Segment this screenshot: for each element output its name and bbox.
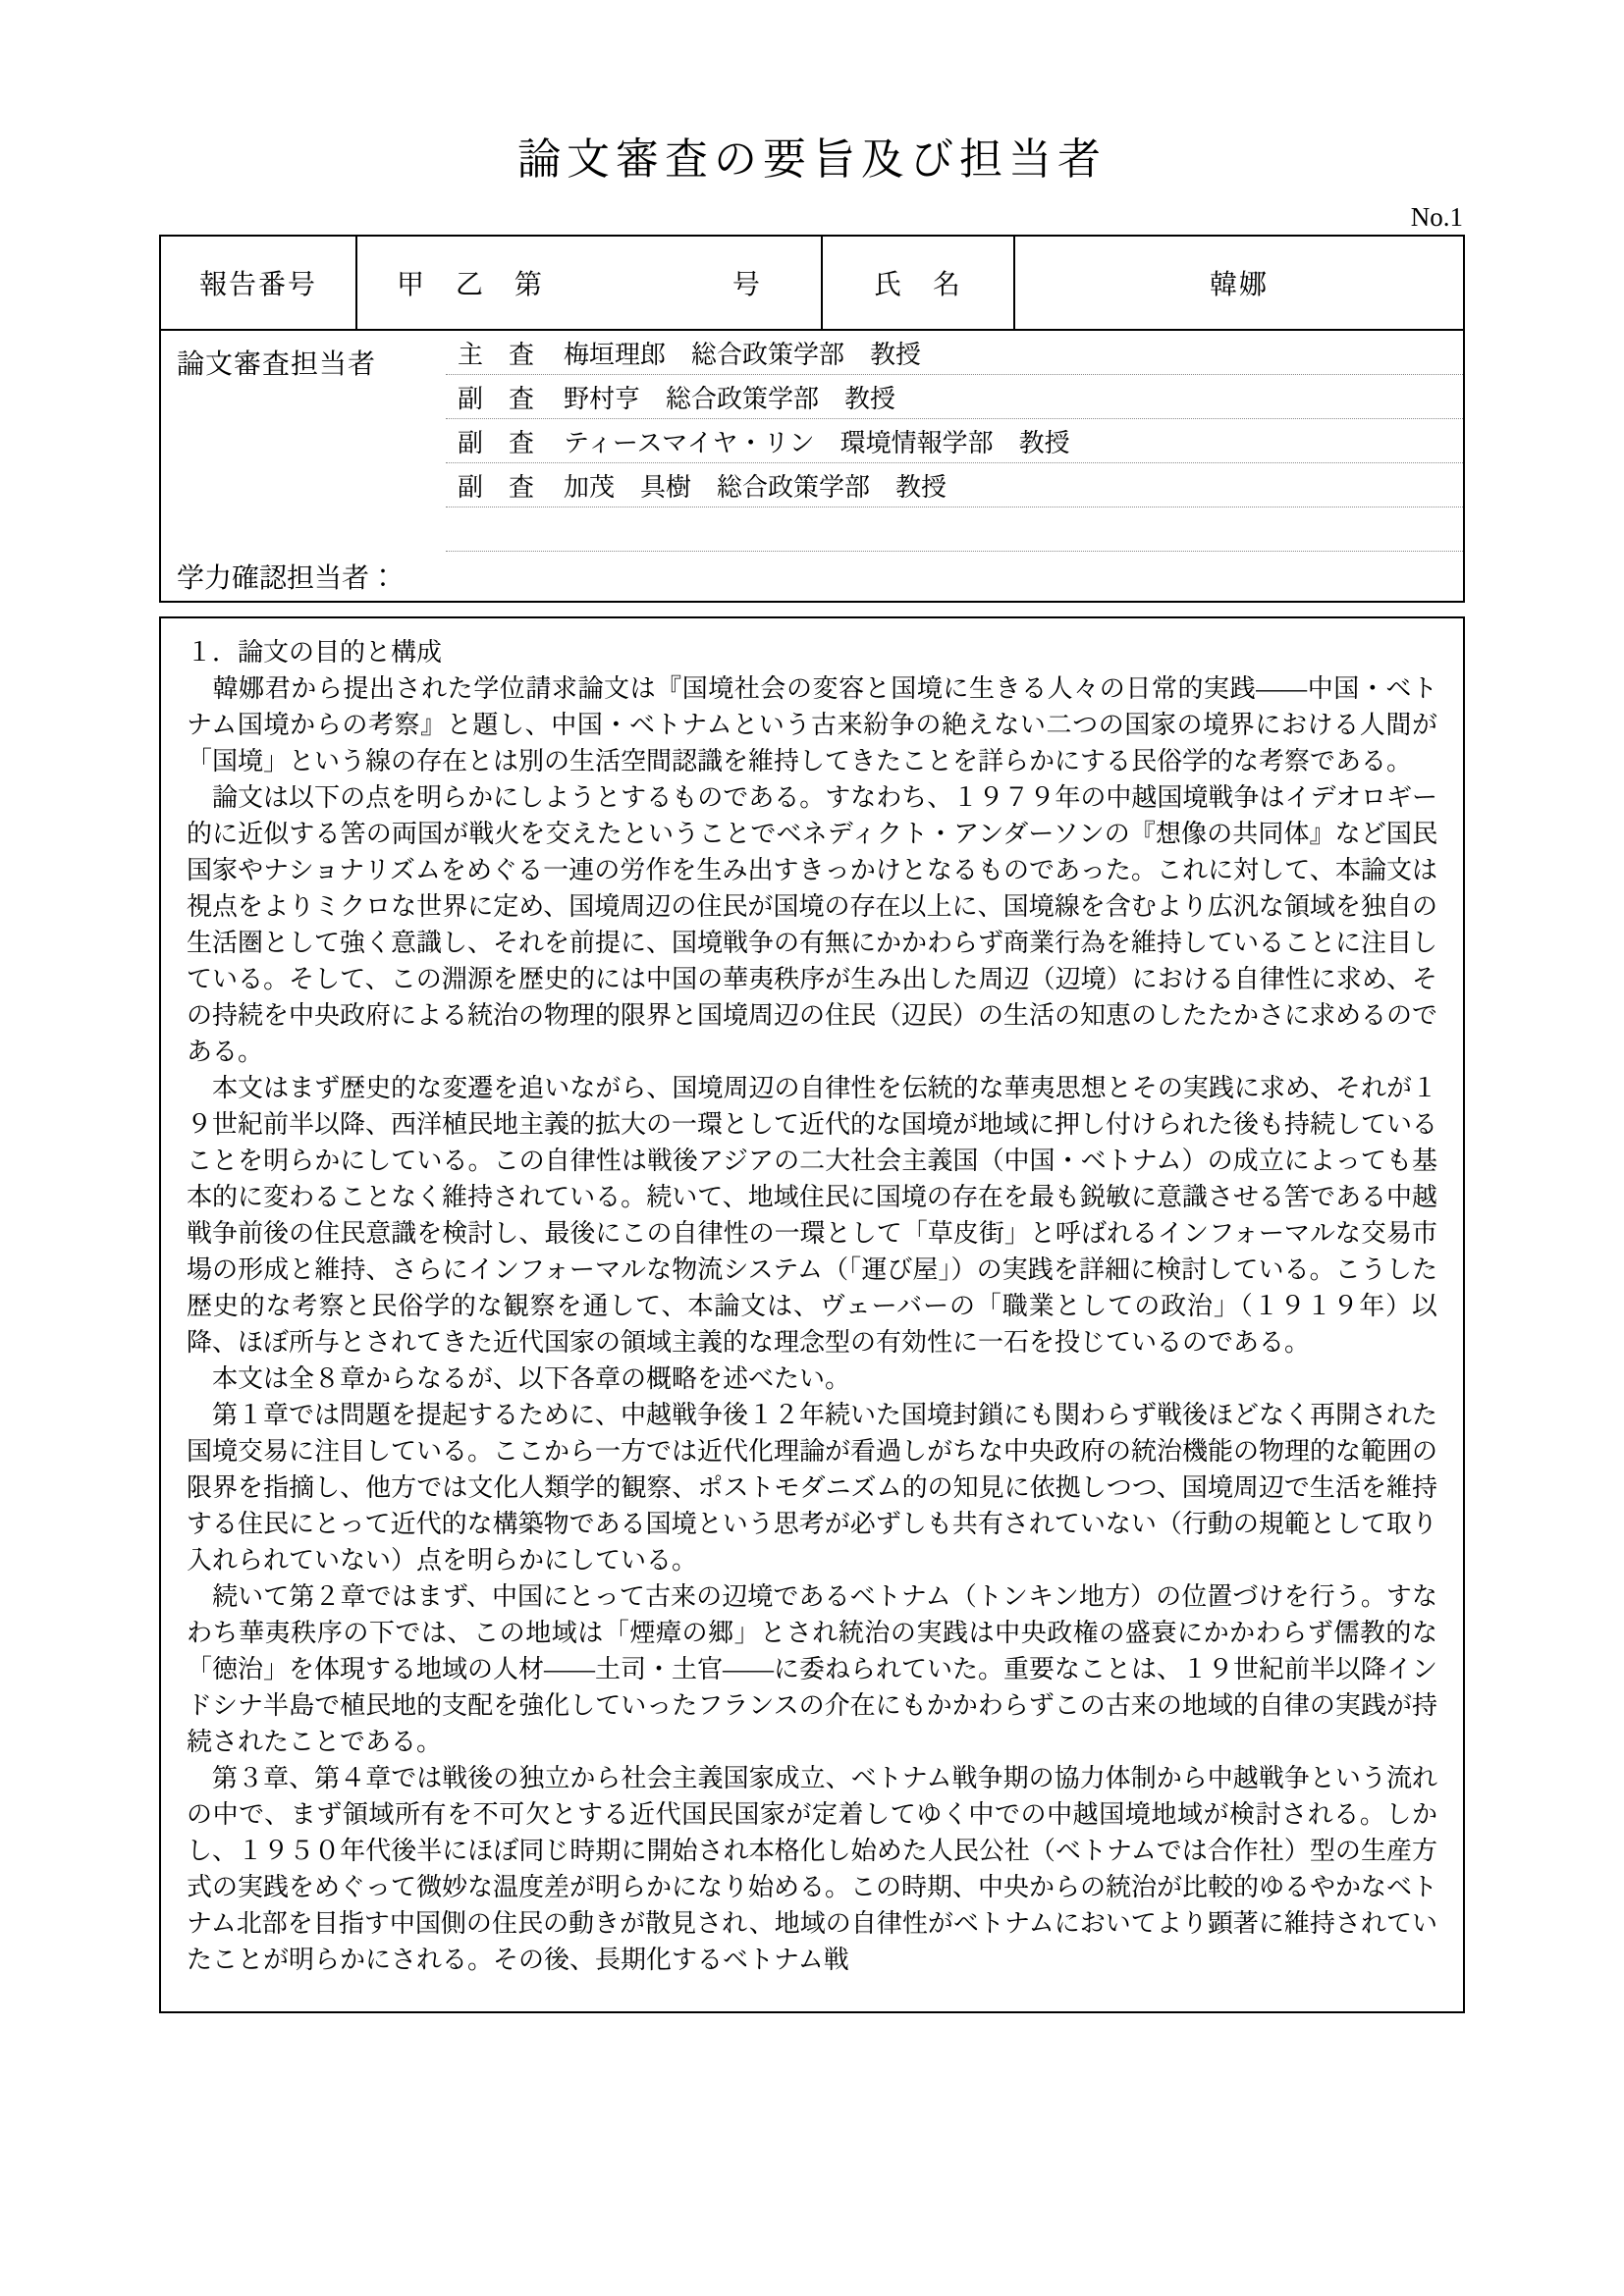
body-paragraph: 続いて第２章ではまず、中国にとって古来の辺境であるベトナム（トンキン地方）の位置づけを行う。すなわち華夷秩序の下では、この地域は「煙瘴の郷」とされ統治の実践は中央政権の盛衰にかかわらず儒教的な「徳治」を体現する地域の人材――土司・土官――に委ねられていた。重要なことは、１９世紀前半以降インドシナ半島で植民地的支配を強化していったフランスの介在にもかかわらずこの古来の地域的自律の実践が持続されたことである。 xyxy=(187,1582,1438,1756)
body-paragraph: 本文はまず歴史的な変遷を追いながら、国境周辺の自律性を伝統的な華夷思想とその実践に求め、それが１９世紀前半以降、西洋植民地主義的拡大の一環として近代的な国境が地域に押し付けられた後も持続していることを明らかにしている。この自律性は戦後アジアの二大社会主義国（中国・ベトナム）の成立によっても基本的に変わることなく維持されている。続いて、地域住民に国境の存在を最も鋭敏に意識させる筈である中越戦争前後の住民意識を検討し、最後にこの自律性の一環として「草皮街」と呼ばれるインフォーマルな交易市場の形成と維持、さらにインフォーマルな物流システム（「運び屋」）の実践を詳細に検討している。こうした歴史的な考察と民俗学的な観察を通して、本論文は、ヴェーバーの「職業としての政治」（１９１９年）以降、ほぼ所与とされてきた近代国家の領域主義的な理念型の有効性に一石を投じているのである。 xyxy=(187,1074,1438,1357)
examiners-rows xyxy=(446,331,1463,552)
name-label: 氏 名 xyxy=(823,237,1015,329)
page-title: 論文審査の要旨及び担当者 xyxy=(517,135,1107,184)
body-paragraph: 韓娜君から提出された学位請求論文は『国境社会の変容と国境に生きる人々の日常的実践――中国・ベトナム国境からの考察』と題し、中国・ベトナムという古来紛争の絶えない二つの国家の境界における人間が「国境」という線の存在とは別の生活空間認識を維持してきたことを詳らかにする民俗学的な考察である。 xyxy=(187,674,1437,775)
name-value: 韓娜 xyxy=(1209,270,1269,300)
report-number-row xyxy=(161,237,1463,331)
examiner-detail: 野村亨 総合政策学部 教授 xyxy=(564,384,896,413)
examiner-role: 副 査 xyxy=(458,428,535,457)
report-number-prefix: 甲 乙 第 xyxy=(397,270,545,300)
section-title: １．論文の目的と構成 xyxy=(187,638,443,667)
ability-check-label: 学力確認担当者： xyxy=(177,563,398,594)
examiners-section xyxy=(161,331,1463,552)
report-number-suffix: 号 xyxy=(731,270,762,300)
examiner-row xyxy=(446,419,1463,463)
report-number-value xyxy=(357,237,823,329)
examiners-label: 論文審査担当者 xyxy=(177,349,377,380)
examiner-row xyxy=(446,375,1463,419)
ability-check-row xyxy=(161,552,1463,601)
examiner-row xyxy=(446,463,1463,507)
review-summary-box xyxy=(159,616,1465,2013)
examiner-row xyxy=(446,331,1463,375)
examiner-role: 副 査 xyxy=(458,384,535,413)
report-number-label: 報告番号 xyxy=(161,237,357,329)
body-paragraph: 論文は以下の点を明らかにしようとするものである。すなわち、１９７９年の中越国境戦争はイデオロギー的に近似する筈の両国が戦火を交えたということでベネディクト・アンダーソンの『想像の共同体』など国民国家やナショナリズムをめぐる一連の労作を生み出すきっかけとなるものであった。これに対して、本論文は視点をよりミクロな世界に定め、国境周辺の住民が国境の存在以上に、国境線を含むより広汎な領域を独自の生活圏として強く意識し、それを前提に、国境戦争の有無にかかわらず商業行為を維持していることに注目している。そして、この淵源を歴史的には中国の華夷秩序が生み出した周辺（辺境）における自律性に求め、その持続を中央政府による統治の物理的限界と国境周辺の住民（辺民）の生活の知恵のしたたかさに求めるのである。 xyxy=(187,783,1438,1066)
examiner-row-empty xyxy=(446,507,1463,552)
examiner-detail: 加茂 具樹 総合政策学部 教授 xyxy=(564,472,947,502)
body-paragraph: 第１章では問題を提起するために、中越戦争後１２年続いた国境封鎖にも関わらず戦後ほどなく再開された国境交易に注目している。ここから一方では近代化理論が看過しがちな中央政府の統治機能の物理的な範囲の限界を指摘し、他方では文化人類学的観察、ポストモダニズム的の知見に依拠しつつ、国境周辺で生活を維持する住民にとって近代的な構築物である国境という思考が必ずしも共有されていない（行動の規範として取り入れられていない）点を明らかにしている。 xyxy=(187,1401,1438,1575)
header-table xyxy=(159,235,1465,603)
examiner-role: 副 査 xyxy=(458,472,535,502)
body-paragraph: 本文は全８章からなるが、以下各章の概略を述べたい。 xyxy=(187,1364,851,1393)
examiner-role: 主 査 xyxy=(458,340,535,369)
body-paragraph: 第３章、第４章では戦後の独立から社会主義国家成立、ベトナム戦争期の協力体制から中越戦争という流れの中で、まず領域所有を不可欠とする近代国民国家が定着してゆく中での中越国境地域が検討される。しかし、１９５０年代後半にほぼ同じ時期に開始され本格化し始めた人民公社（ベトナムでは合作社）型の生産方式の実践をめぐって微妙な温度差が明らかになり始める。この時期、中央からの統治が比較的ゆるやかなベトナム北部を目指す中国側の住民の動きが散見され、地域の自律性がベトナムにおいてより顕著に維持されていたことが明らかにされる。その後、長期化するベトナム戦 xyxy=(187,1764,1438,1974)
examiner-detail: ティースマイヤ・リン 環境情報学部 教授 xyxy=(564,428,1070,457)
page-number: No.1 xyxy=(1410,202,1463,232)
examiner-detail: 梅垣理郎 総合政策学部 教授 xyxy=(564,340,922,369)
